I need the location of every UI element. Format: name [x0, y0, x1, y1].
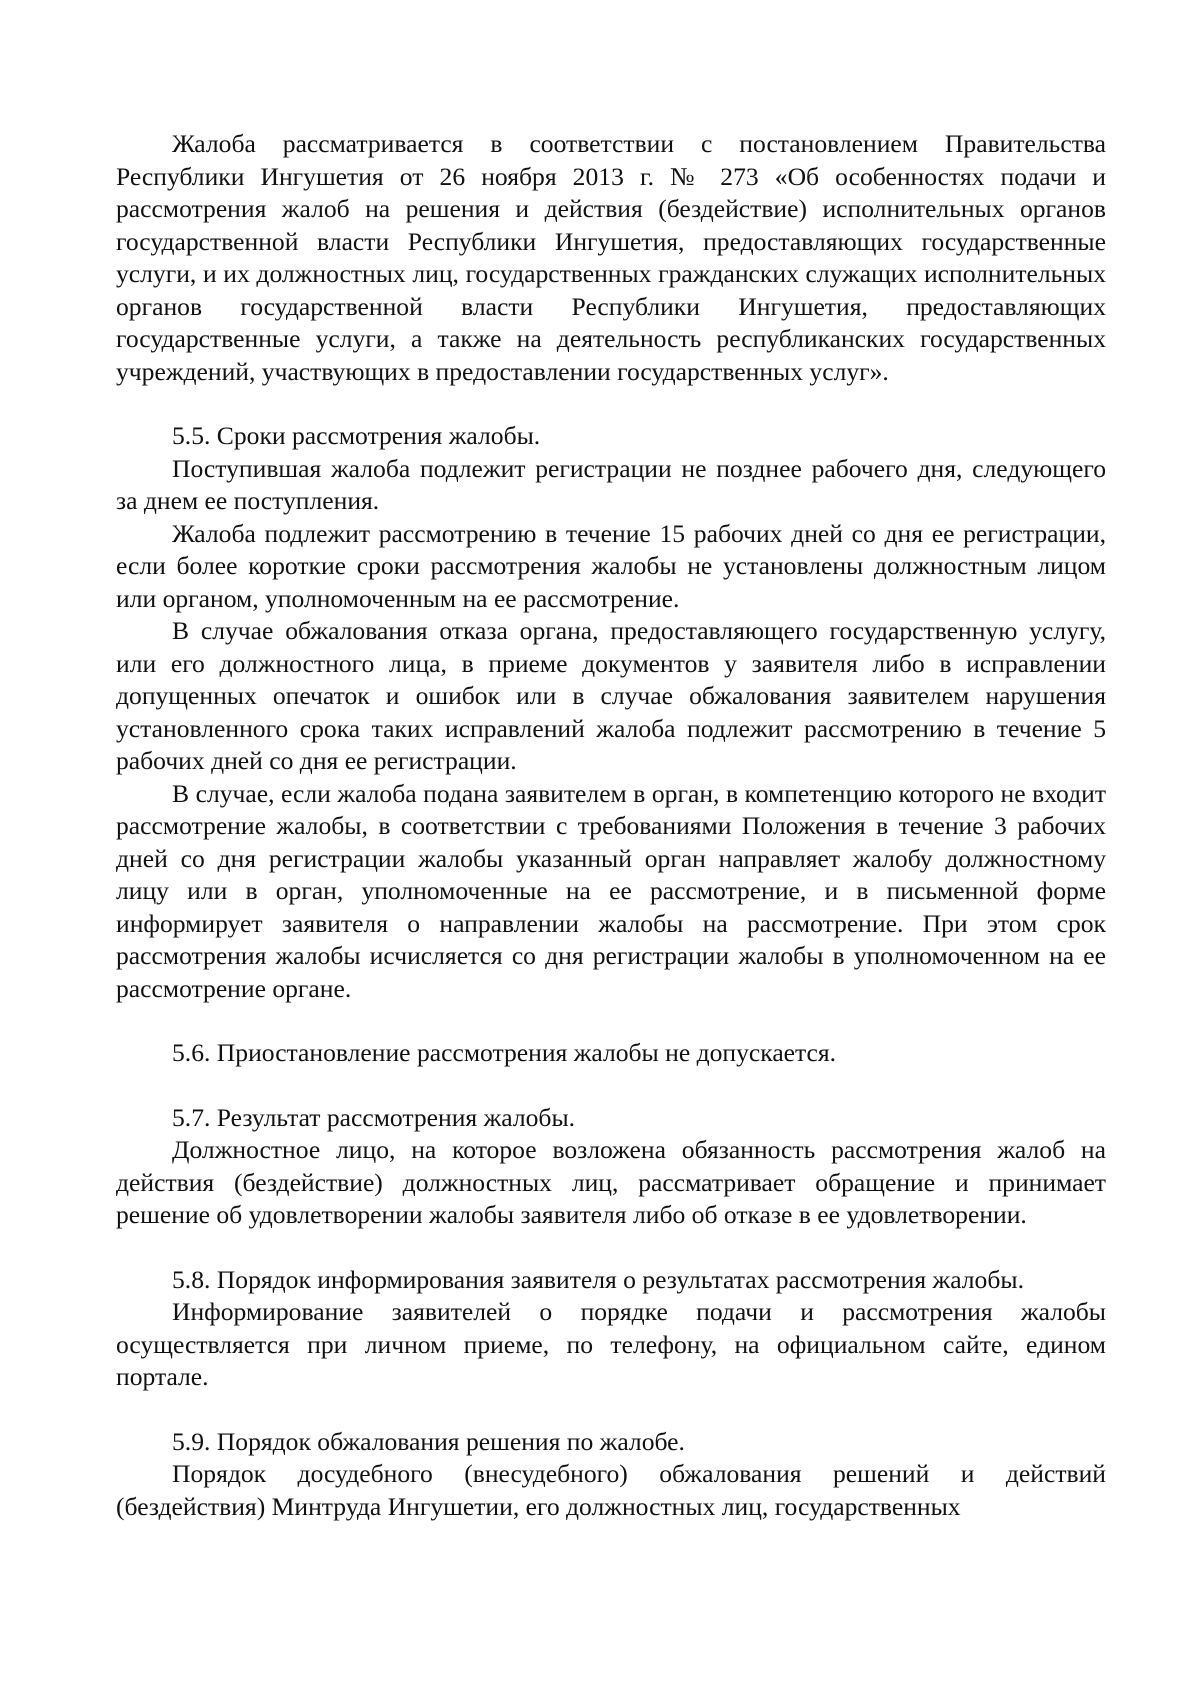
paragraph: В случае обжалования отказа органа, предоставляющего государственную услугу, или его должностного лица, в приеме документов у заявителя либо в исправлении допущенных опечаток и ошибок или в случае обжалования заявителем нарушения установленного срока таких исправлений жалоба подлежит рассмотрению в течение 5 рабочих дней со дня ее регистрации.: [116, 616, 1106, 775]
section-heading: 5.6. Приостановление рассмотрения жалобы не допускается.: [172, 1038, 837, 1067]
section-5-7: [116, 1102, 1106, 1232]
section-gap: [116, 1232, 1106, 1264]
section-gap: [116, 1394, 1106, 1426]
section-heading: 5.5. Сроки рассмотрения жалобы.: [172, 421, 541, 450]
section-gap: [116, 1005, 1106, 1037]
section-heading: 5.7. Результат рассмотрения жалобы.: [172, 1102, 576, 1132]
paragraph: Должностное лицо, на которое возложена обязанность рассмотрения жалоб на действия (бездействие) должностных лиц, рассматривает обращение и принимает решение об удовлетворении жалобы заявителя либо об отказе в ее удовлетворении.: [116, 1135, 1106, 1229]
paragraph: Поступившая жалоба подлежит регистрации не позднее рабочего дня, следующего за днем ее поступления.: [116, 453, 1106, 515]
section-gap: [116, 388, 1106, 420]
intro-paragraph: Жалоба рассматривается в соответствии с постановлением Правительства Республики Ингушетия от 26 ноября 2013 г. № 273 «Об особенностях подачи и рассмотрения жалоб на решения и действия (бездействие) исполнительных органов государственной власти Республики Ингушетия, предоставляющих государственные услуги, и их должностных лиц, государственных гражданских служащих исполнительных органов государственной власти Республики Ингушетия, предоставляющих государственные услуги, а также на деятельность республиканских государственных учреждений, участвующих в предоставлении государственных услуг».: [116, 129, 1106, 386]
document-body: [116, 128, 1106, 1523]
section-heading: 5.9. Порядок обжалования решения по жалобе.: [172, 1426, 685, 1456]
section-heading: 5.8. Порядок информирования заявителя о результатах рассмотрения жалобы.: [172, 1264, 1024, 1294]
section-5-5: [116, 420, 1106, 1005]
paragraph: Информирование заявителей о порядке подачи и рассмотрения жалобы осуществляется при личном приеме, по телефону, на официальном сайте, едином портале.: [116, 1297, 1106, 1391]
paragraph: В случае, если жалоба подана заявителем в орган, в компетенцию которого не входит рассмотрение жалобы, в соответствии с требованиями Положения в течение 3 рабочих дней со дня регистрации жалобы указанный орган направляет жалобу должностному лицу или в орган, уполномоченные на ее рассмотрение, и в письменной форме информирует заявителя о направлении жалобы на рассмотрение. При этом срок рассмотрения жалобы исчисляется со дня регистрации жалобы в уполномоченном на ее рассмотрение органе.: [116, 778, 1106, 1003]
section-5-6: [116, 1037, 1106, 1070]
paragraph: Порядок досудебного (внесудебного) обжалования решений и действий (бездействия) Минтруда Ингушетии, его должностных лиц, государственных: [116, 1459, 1106, 1521]
section-5-8: [116, 1264, 1106, 1394]
section-5-9: [116, 1426, 1106, 1524]
section-gap: [116, 1070, 1106, 1102]
paragraph: Жалоба подлежит рассмотрению в течение 15 рабочих дней со дня ее регистрации, если более короткие сроки рассмотрения жалобы не установлены должностным лицом или органом, уполномоченным на ее рассмотрение.: [116, 518, 1106, 613]
